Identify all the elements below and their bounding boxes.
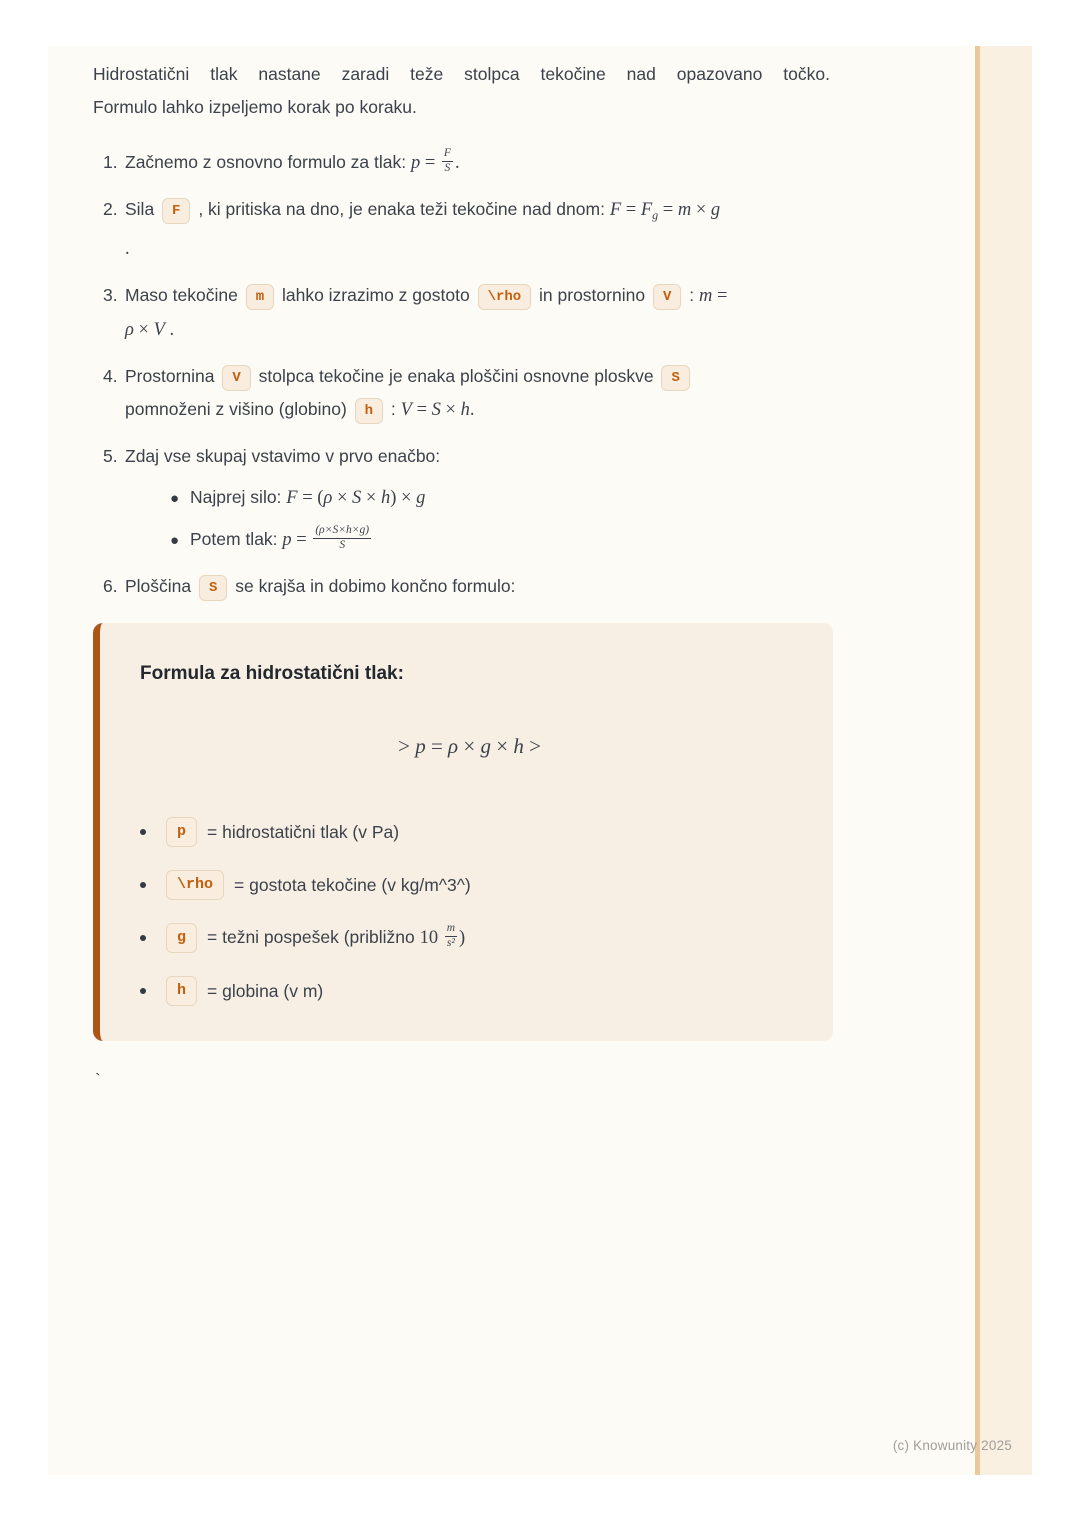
math-fraction: $\frac{(\rho\times S\times h\times g)}{S}$ bbox=[315, 524, 370, 551]
math-run: × bbox=[490, 734, 514, 758]
text-run: = hidrostatični tlak (v Pa) bbox=[207, 821, 400, 842]
inline-code-badge: \rho bbox=[478, 284, 532, 310]
derivation-step-6 bbox=[103, 570, 830, 603]
math-run: g bbox=[480, 734, 491, 758]
math-run: m bbox=[698, 286, 713, 306]
derivation-step-4 bbox=[103, 360, 830, 427]
text-run: = globina (v m) bbox=[207, 980, 324, 1001]
inline-code-badge: h bbox=[166, 976, 197, 1006]
document-content bbox=[93, 46, 830, 1096]
math-run: = bbox=[420, 153, 440, 173]
formula-legend-item bbox=[140, 812, 799, 852]
math-run: = bbox=[712, 286, 728, 306]
math-run: × bbox=[133, 320, 154, 340]
math-run: × bbox=[361, 488, 381, 508]
inline-code-badge: \rho bbox=[166, 870, 224, 900]
math-run: > bbox=[523, 734, 541, 758]
inline-code-badge: V bbox=[222, 365, 250, 391]
stray-backtick-character: ` bbox=[95, 1070, 101, 1089]
bullet-dot bbox=[140, 988, 146, 994]
formula-legend-item bbox=[140, 971, 799, 1011]
bullet-dot: ● bbox=[170, 532, 180, 549]
text-run: Najprej silo: bbox=[190, 487, 287, 507]
math-run: F bbox=[609, 200, 622, 220]
step-number: 5. bbox=[103, 446, 118, 466]
inline-code-badge: g bbox=[166, 923, 197, 953]
math-run: = bbox=[658, 200, 678, 220]
text-run: se krajša in dobimo končno formulo: bbox=[230, 576, 516, 596]
math-run: × bbox=[691, 200, 711, 220]
math-run: = bbox=[425, 734, 449, 758]
math-run: S bbox=[352, 488, 362, 508]
sub-bullet-item bbox=[170, 523, 830, 557]
step-number: 4. bbox=[103, 366, 118, 386]
legend-text bbox=[207, 816, 399, 849]
text-run: = gostota tekočine (v kg/m^3^) bbox=[234, 874, 471, 895]
text-run: Sila bbox=[125, 199, 160, 219]
legend-text bbox=[207, 975, 323, 1008]
text-run: Maso tekočine bbox=[125, 285, 243, 305]
math-run: . bbox=[164, 320, 175, 340]
text-run: Začnemo z osnovno formulo za tlak: bbox=[125, 152, 411, 172]
math-run: > bbox=[398, 734, 416, 758]
text-run: : bbox=[386, 399, 401, 419]
legend-text bbox=[234, 869, 471, 902]
intro-paragraph bbox=[93, 58, 830, 124]
math-run: × bbox=[440, 400, 461, 420]
derivation-step-3 bbox=[103, 279, 830, 347]
math-run: F bbox=[286, 488, 298, 508]
formula-legend-item bbox=[140, 918, 799, 958]
bullet-dot bbox=[140, 935, 146, 941]
math-run: = bbox=[621, 200, 641, 220]
text-run: pomnoženi z višino (globino) bbox=[125, 399, 352, 419]
text-run: , ki pritiska na dno, je enaka teži tekočine nad dnom: bbox=[193, 199, 610, 219]
math-run: p bbox=[282, 530, 292, 550]
inline-code-badge: S bbox=[661, 365, 689, 391]
hydrostatic-pressure-formula bbox=[140, 730, 799, 764]
math-run: g bbox=[416, 488, 426, 508]
text-run: : bbox=[684, 285, 699, 305]
inline-code-badge: h bbox=[355, 398, 383, 424]
bullet-dot bbox=[140, 829, 146, 835]
sub-bullet-item bbox=[170, 481, 830, 515]
math-run: V bbox=[400, 400, 412, 420]
math-run: S bbox=[431, 400, 441, 420]
page-right-accent-strip bbox=[975, 46, 1032, 1475]
math-run: h bbox=[513, 734, 524, 758]
math-run: . bbox=[125, 239, 130, 259]
formula-callout-box bbox=[93, 623, 833, 1041]
inline-code-badge: m bbox=[246, 284, 274, 310]
math-run: p bbox=[410, 153, 421, 173]
derivation-steps-list bbox=[103, 146, 830, 603]
text-run: in prostornino bbox=[534, 285, 650, 305]
math-run: h bbox=[460, 400, 470, 420]
math-run: × bbox=[332, 488, 353, 508]
text-run: Ploščina bbox=[125, 576, 197, 596]
text-run: Zdaj vse skupaj vstavimo v prvo enačbo: bbox=[125, 446, 441, 466]
text-run: Prostornina bbox=[125, 366, 220, 386]
math-run: ρ bbox=[323, 488, 333, 508]
math-run: = bbox=[291, 530, 312, 550]
inline-code-badge: S bbox=[199, 575, 227, 601]
derivation-step-5 bbox=[103, 440, 830, 557]
formula-legend-list bbox=[140, 812, 799, 1011]
math-run: × bbox=[458, 734, 481, 758]
step-number: 6. bbox=[103, 576, 118, 596]
text-run: Potem tlak: bbox=[190, 529, 283, 549]
math-run: . bbox=[454, 153, 460, 173]
math-run: ρ bbox=[125, 320, 134, 340]
math-run: = ( bbox=[297, 488, 324, 508]
math-run: p bbox=[415, 734, 426, 758]
math-run: ) bbox=[459, 928, 466, 948]
math-run: = bbox=[411, 400, 432, 420]
legend-text bbox=[207, 921, 465, 955]
step-sub-bullets bbox=[170, 481, 830, 557]
inline-code-badge: F bbox=[162, 198, 190, 224]
math-run: F bbox=[640, 200, 653, 220]
math-run: ) × bbox=[390, 488, 417, 508]
math-run: g bbox=[652, 208, 659, 222]
intro-line-1: Hidrostatični tlak nastane zaradi teže stolpca tekočine nad opazovano točko. bbox=[93, 64, 830, 84]
bullet-dot: ● bbox=[170, 490, 180, 507]
formula-legend-item bbox=[140, 865, 799, 905]
copyright-footer: (c) Knowunity 2025 bbox=[892, 1438, 1012, 1453]
math-run: m bbox=[677, 200, 692, 220]
math-run: ρ bbox=[448, 734, 459, 758]
bullet-dot bbox=[140, 882, 146, 888]
derivation-step-2 bbox=[103, 193, 830, 266]
step-number: 1. bbox=[103, 152, 118, 172]
math-run: V bbox=[153, 320, 165, 340]
text-run: = težni pospešek (približno bbox=[207, 927, 420, 947]
step-number: 2. bbox=[103, 199, 118, 219]
math-run: 10 bbox=[419, 928, 443, 948]
text-run: stolpca tekočine je enaka ploščini osnovne ploskve bbox=[253, 366, 659, 386]
document-sheet bbox=[48, 46, 1032, 1475]
math-fraction: $\frac{F}{S}$ bbox=[443, 147, 451, 174]
step-number: 3. bbox=[103, 285, 118, 305]
math-run: g bbox=[710, 200, 721, 220]
math-fraction: $\frac{m}{\text{s²}}$ bbox=[446, 922, 455, 949]
math-run: . bbox=[469, 400, 475, 420]
inline-code-badge: V bbox=[653, 284, 681, 310]
math-run: h bbox=[380, 488, 391, 508]
formula-box-title: Formula za hidrostatični tlak: bbox=[140, 663, 404, 684]
derivation-step-1 bbox=[103, 146, 830, 180]
text-run: lahko izrazimo z gostoto bbox=[277, 285, 475, 305]
inline-code-badge: p bbox=[166, 817, 197, 847]
intro-line-2: Formulo lahko izpeljemo korak po koraku. bbox=[93, 97, 417, 117]
